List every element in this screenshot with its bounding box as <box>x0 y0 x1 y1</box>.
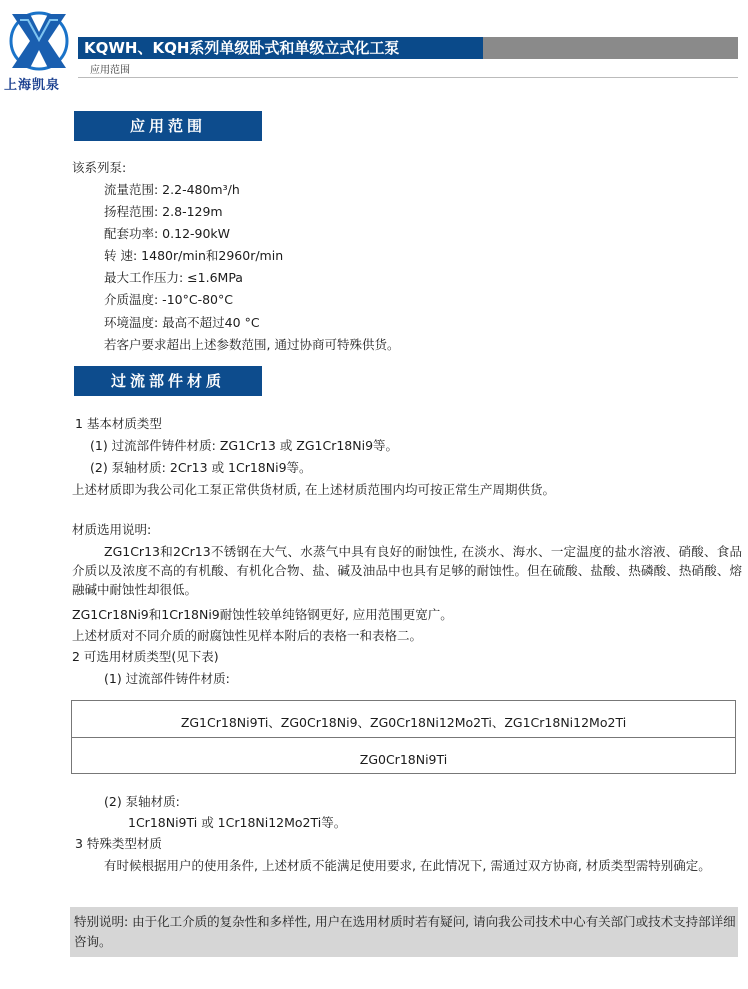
header-divider <box>78 77 738 78</box>
basic-materials-heading: 1 基本材质类型 <box>75 416 162 431</box>
spec-medium-temp: 介质温度: -10°C-80°C <box>104 292 233 307</box>
selection-line-2: ZG1Cr18Ni9和1Cr18Ni9耐蚀性较单纯铬钢更好, 应用范围更宽广。 <box>72 607 453 622</box>
optional-shaft-label: (2) 泵轴材质: <box>104 794 180 809</box>
selection-paragraph: ZG1Cr13和2Cr13不锈钢在大气、水蒸气中具有良好的耐蚀性, 在淡水、海水、一定温度的盐水溶液、硝酸、食品介质以及浓度不高的有机酸、有机化合物、盐、碱及油品中也具有足够的耐蚀性。但在硫酸、盐酸、热磷酸、热硝酸、熔融碱中耐蚀性却很低。 <box>72 544 742 597</box>
section-heading-application: 应用范围 <box>74 111 262 141</box>
optional-casting-label: (1) 过流部件铸件材质: <box>104 671 230 686</box>
special-materials-paragraph: 有时候根据用户的使用条件, 上述材质不能满足使用要求, 在此情况下, 需通过双方协商, 材质类型需特别确定。 <box>104 858 711 873</box>
optional-materials-table <box>71 700 736 774</box>
section-heading-materials: 过流部件材质 <box>74 366 262 396</box>
table-row: ZG0Cr18Ni9Ti <box>359 752 448 767</box>
basic-casting-material: (1) 过流部件铸件材质: ZG1Cr13 或 ZG1Cr18Ni9等。 <box>90 438 399 453</box>
basic-materials-note: 上述材质即为我公司化工泵正常供货材质, 在上述材质范围内均可按正常生产周期供货。 <box>72 482 555 497</box>
spec-flow: 流量范围: 2.2-480m³/h <box>104 182 240 197</box>
notice-text: 特别说明: 由于化工介质的复杂性和多样性, 用户在选用材质时若有疑问, 请向我公司技术中心有关部门或技术支持部详细咨询。 <box>74 914 736 949</box>
selection-line-3: 上述材质对不同介质的耐腐蚀性见样本附后的表格一和表格二。 <box>72 628 423 643</box>
special-materials-heading: 3 特殊类型材质 <box>75 836 162 851</box>
table-row: ZG1Cr18Ni9Ti、ZG0Cr18Ni9、ZG0Cr18Ni12Mo2Ti、ZG1Cr18Ni12Mo2Ti <box>180 715 627 730</box>
spec-special-supply: 若客户要求超出上述参数范围, 通过协商可特殊供货。 <box>104 337 400 352</box>
spec-power: 配套功率: 0.12-90kW <box>104 226 231 241</box>
document-subtitle: 应用范围 <box>90 65 130 76</box>
series-intro: 该系列泵: <box>72 160 127 175</box>
company-logo <box>6 10 72 72</box>
brand-name: 上海凯泉 <box>4 78 61 93</box>
selection-heading: 材质选用说明: <box>72 522 152 537</box>
optional-materials-heading: 2 可选用材质类型(见下表) <box>72 649 219 664</box>
document-title: KQWH、KQH系列单级卧式和单级立式化工泵 <box>78 37 483 59</box>
spec-pressure: 最大工作压力: ≤1.6MPa <box>104 270 243 285</box>
optional-shaft-value: 1Cr18Ni9Ti 或 1Cr18Ni12Mo2Ti等。 <box>128 815 347 830</box>
spec-ambient-temp: 环境温度: 最高不超过40 °C <box>104 315 260 330</box>
table-divider <box>72 737 735 738</box>
basic-shaft-material: (2) 泵轴材质: 2Cr13 或 1Cr18Ni9等。 <box>90 460 312 475</box>
spec-speed: 转 速: 1480r/min和2960r/min <box>104 248 284 263</box>
spec-head: 扬程范围: 2.8-129m <box>104 204 223 219</box>
